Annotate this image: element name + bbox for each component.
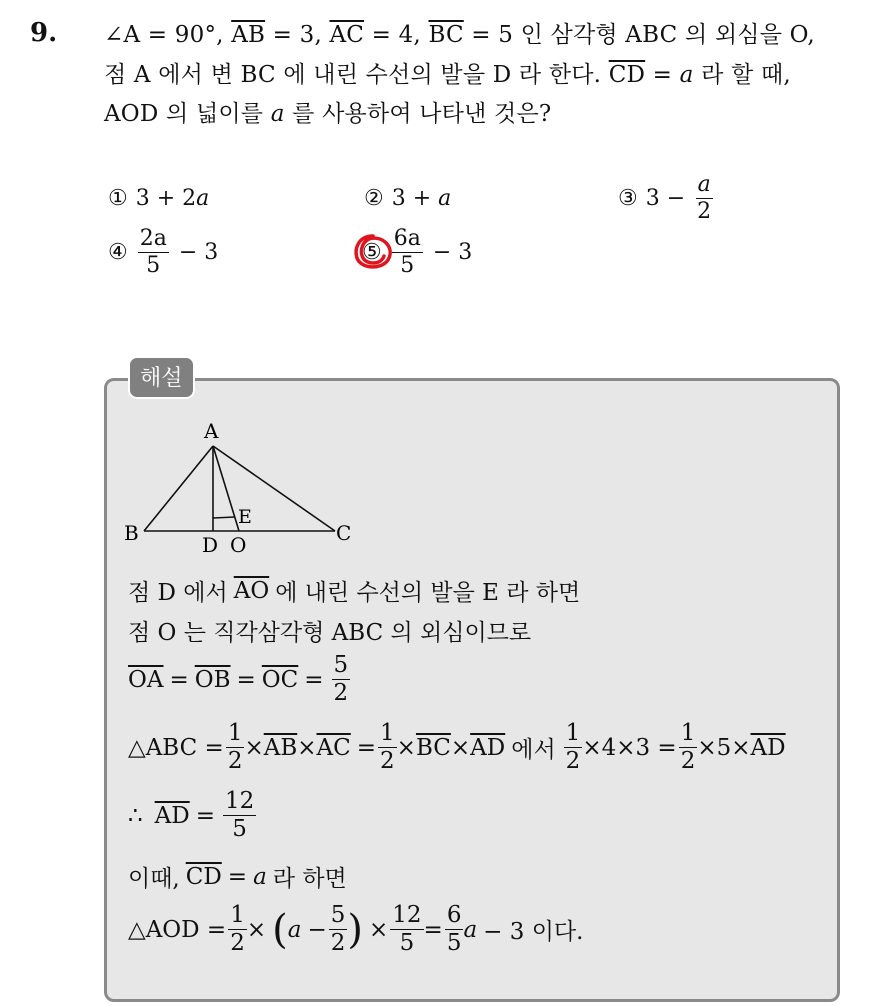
choice-4-numerator: 2a (139, 226, 167, 251)
denominator: 2 (227, 748, 243, 774)
side-ac (213, 446, 335, 531)
denominator: 2 (680, 748, 696, 774)
choice-3-mark: ③ (618, 186, 638, 211)
choice-2[interactable] (364, 186, 451, 211)
choice-4-post: − 3 (178, 240, 219, 265)
numerator: 12 (392, 902, 422, 928)
side-ab (144, 446, 213, 531)
numerator: 1 (380, 720, 395, 746)
choice-5-post: − 3 (432, 240, 473, 265)
choice-4-fraction (138, 228, 169, 277)
denominator: 2 (330, 930, 346, 956)
label-a: A (204, 419, 219, 443)
numerator: 1 (680, 720, 696, 746)
equals: = (356, 734, 377, 761)
q2-text-a: 점 A 에서 변 BC 에 내린 수선의 발을 D 라 한다. (104, 62, 602, 88)
label-d: D (202, 533, 219, 554)
solution-line-7 (128, 904, 583, 955)
times: × (244, 734, 264, 761)
equals: = (304, 666, 324, 693)
variable-a: a (270, 101, 285, 127)
q1-text-b: = 3, (272, 22, 322, 48)
solution-line-5 (128, 790, 256, 841)
label-e: E (238, 506, 252, 528)
choice-3[interactable] (618, 174, 715, 223)
times: × (368, 916, 389, 943)
s1-text-a: 점 D 에서 (128, 580, 228, 606)
segment-ad: $\overline{AD}$ (470, 734, 506, 761)
question-line-3 (104, 95, 551, 128)
choice-3-numerator: a (697, 172, 711, 197)
choice-1[interactable] (108, 186, 209, 211)
choice-4-mark: ④ (108, 240, 128, 265)
fraction-5-2 (332, 654, 351, 705)
fraction-half (226, 722, 245, 773)
selected-answer-circle-mark (351, 232, 395, 272)
times: × (450, 734, 471, 761)
numerator: 12 (224, 788, 255, 814)
numerator: 5 (330, 902, 346, 928)
solution-line-1 (128, 574, 580, 607)
question-line-2 (104, 56, 791, 89)
denominator: 2 (565, 748, 581, 774)
q2-text-b: = (652, 62, 673, 88)
s6-text-a: 이때, (128, 866, 180, 892)
solution-line-6 (128, 860, 347, 893)
choice-2-mark: ② (364, 186, 384, 211)
question-line-1 (104, 16, 815, 49)
numerator: 5 (333, 652, 349, 678)
q1-text-c: = 4, (371, 22, 421, 48)
therefore-symbol: ∴ (128, 802, 143, 829)
product-text: ×5× (697, 734, 751, 761)
angle-symbol: ∠ (104, 22, 124, 48)
choice-5-numerator: 6a (393, 226, 421, 251)
segment-cd: $\overline{CD}$ (608, 62, 646, 88)
denominator: 2 (333, 680, 349, 706)
variable-a: a (679, 62, 694, 88)
variable-a: a (253, 863, 267, 890)
denominator: 5 (446, 930, 462, 956)
equals: = (227, 863, 248, 890)
fraction-half (228, 904, 247, 955)
choice-5-denominator: 5 (400, 253, 415, 278)
choice-2-text: 3 + (391, 186, 439, 211)
denominator: 5 (232, 816, 247, 842)
q1-text-a: A = 90°, (123, 22, 224, 48)
choice-5-fraction (392, 228, 423, 277)
s6-text-b: 라 하면 (272, 866, 347, 892)
fraction-12-5 (390, 904, 423, 955)
segment-ac: $\overline{AC}$ (316, 734, 351, 761)
segment-bc: $\overline{BC}$ (415, 734, 451, 761)
fraction-6-5 (445, 904, 464, 955)
choice-1-var: a (196, 186, 210, 211)
solution-line-4 (128, 722, 786, 773)
label-o: O (230, 533, 247, 554)
choice-3-fraction (695, 174, 713, 223)
label-b: B (124, 521, 139, 545)
segment-ab: $\overline{AB}$ (263, 734, 298, 761)
area-abc-label: △ABC = (128, 734, 224, 761)
solution-line-3 (128, 654, 350, 705)
times: × (396, 734, 416, 761)
equals: = (423, 916, 443, 943)
label-c: C (336, 521, 352, 545)
area-aod-label: △AOD = (128, 916, 227, 943)
segment-oc: $\overline{OC}$ (261, 666, 299, 693)
triangle-figure (120, 414, 360, 554)
numerator: 1 (227, 720, 243, 746)
denominator: 2 (380, 748, 395, 774)
equals: = (169, 666, 189, 693)
numerator: 1 (565, 720, 581, 746)
left-paren: ( (272, 906, 288, 953)
denominator: 5 (399, 930, 415, 956)
solution-line-2: 점 O 는 직각삼각형 ABC 의 외심이므로 (128, 620, 532, 646)
segment-ob: $\overline{OB}$ (194, 666, 231, 693)
fraction-half (378, 722, 397, 773)
product-text: ×4×3 = (582, 734, 677, 761)
segment-ad: $\overline{AD}$ (154, 802, 190, 829)
fraction-half (564, 722, 583, 773)
choice-2-var: a (438, 186, 452, 211)
choice-4-denominator: 5 (146, 253, 161, 278)
segment-ad: $\overline{AD}$ (750, 734, 786, 761)
solution-tag: 해설 (128, 356, 195, 399)
s1-text-b: 에 내린 수선의 발을 E 라 하면 (275, 580, 581, 606)
choice-1-text: 3 + 2 (135, 186, 197, 211)
segment-ac: $\overline{AC}$ (329, 22, 365, 48)
fraction-half (679, 722, 698, 773)
fraction-5-2 (329, 904, 348, 955)
segment-ao-text: $\overline{AO}$ (233, 577, 270, 604)
q2-text-c: 라 할 때, (701, 62, 791, 88)
q3-text-a: AOD 의 넓이를 (104, 101, 264, 127)
s7-tail-text: − 3 이다. (483, 919, 584, 945)
choice-4[interactable] (108, 228, 218, 277)
choice-1-mark: ① (108, 186, 128, 211)
numerator: 6 (446, 902, 462, 928)
equals: = (236, 666, 256, 693)
choice-3-pre: 3 − (645, 186, 686, 211)
numerator: 1 (230, 902, 245, 928)
times: × (246, 916, 267, 943)
segment-cd: $\overline{CD}$ (185, 863, 222, 890)
denominator: 2 (230, 930, 245, 956)
choice-5-mark: ⑤ (362, 240, 382, 265)
q3-text-b: 를 사용하여 나타낸 것은? (292, 101, 552, 127)
segment-bc: $\overline{BC}$ (428, 22, 464, 48)
segment-oa: $\overline{OA}$ (128, 666, 164, 693)
fraction-12-5 (223, 790, 256, 841)
right-paren: ) (347, 906, 363, 953)
q1-text-d: = 5 인 삼각형 ABC 의 외심을 O, (471, 22, 815, 48)
variable-a: a (287, 916, 302, 943)
connector-text: 에서 (511, 737, 556, 763)
minus: − (307, 916, 327, 943)
question-number: 9. (30, 18, 58, 48)
choice-3-denominator: 2 (697, 199, 712, 224)
segment-ab: $\overline{AB}$ (231, 22, 266, 48)
variable-a: a (463, 916, 478, 943)
perpendicular-de (213, 517, 235, 518)
equals: = (195, 802, 215, 829)
times: × (297, 734, 317, 761)
